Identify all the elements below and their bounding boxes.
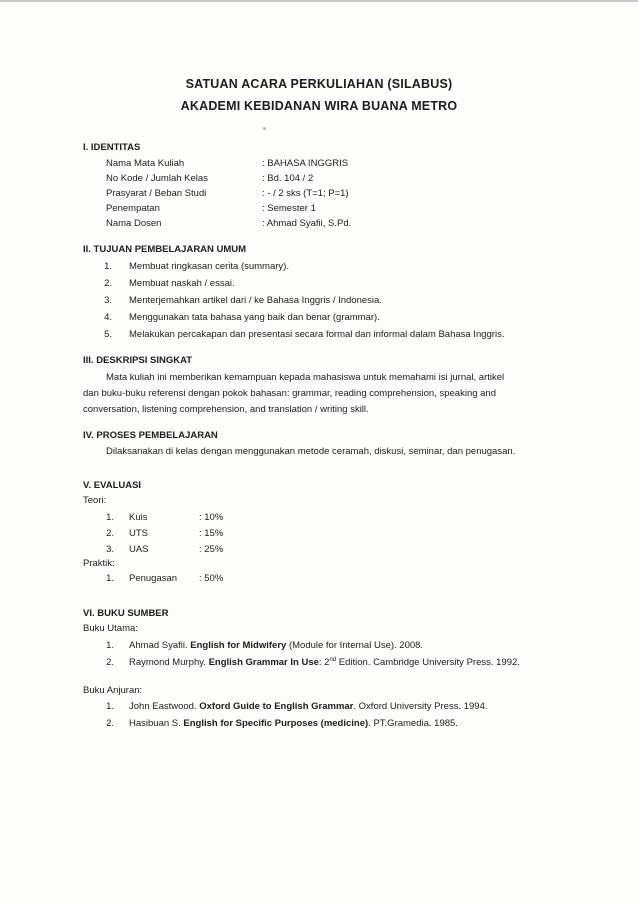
scan-top-edge <box>0 0 638 2</box>
reference-author: Hasibuan S. <box>129 718 184 729</box>
list-item: Membuat naskah / essai. <box>129 278 235 289</box>
list-number: 2. <box>104 278 112 289</box>
reference-title: English for Midwifery <box>190 640 287 651</box>
section-evaluasi-heading: V. EVALUASI <box>83 480 142 491</box>
reference-edition: : 2 <box>318 657 330 669</box>
reference-title: English for Specific Purposes (medicine) <box>183 718 369 729</box>
list-number: 3. <box>104 295 112 306</box>
list-number: 2. <box>106 657 114 668</box>
buku-anjuran-label: Buku Anjuran: <box>83 685 143 696</box>
reference-item <box>129 701 488 712</box>
reference-details: Edition. Cambridge University Press. 1992. <box>336 657 520 669</box>
identitas-label: Nama Dosen <box>106 218 162 229</box>
eval-item-label: Kuis <box>129 512 148 523</box>
eval-item-label: UAS <box>129 544 149 555</box>
document-title: SATUAN ACARA PERKULIAHAN (SILABUS) <box>185 77 453 91</box>
list-number: 1. <box>106 512 114 523</box>
list-item: Melakukan percakapan dan presentasi secara formal dan informal dalam Bahasa Inggris. <box>129 329 505 340</box>
identitas-label: Prasyarat / Beban Studi <box>106 188 207 199</box>
paragraph-line: dan buku-buku referensi dengan pokok bahasan: grammar, reading comprehension, speaking and <box>83 388 496 399</box>
list-number: 1. <box>106 640 114 651</box>
list-number: 2. <box>106 528 114 539</box>
section-tujuan-heading: II. TUJUAN PEMBELAJARAN UMUM <box>83 244 247 255</box>
reference-author: Ahmad Syafii. <box>129 640 191 651</box>
identitas-value: : BAHASA INGGRIS <box>262 158 349 169</box>
reference-details: (Module for Internal Use). 2008. <box>286 640 424 651</box>
list-number: 3. <box>106 544 114 555</box>
list-item: Menggunakan tata bahasa yang baik dan benar (grammar). <box>129 312 380 323</box>
identitas-value: : Bd. 104 / 2 <box>262 173 314 184</box>
reference-author: Raymond Murphy. <box>129 657 209 669</box>
identitas-label: Penempatan <box>106 203 160 214</box>
identitas-label: No Kode / Jumlah Kelas <box>106 173 208 184</box>
teori-label: Teori: <box>83 495 107 506</box>
list-number: 1. <box>106 701 114 712</box>
section-identitas-heading: I. IDENTITAS <box>83 142 141 153</box>
reference-details: . PT.Gramedia. 1985. <box>368 718 458 729</box>
section-proses-heading: IV. PROSES PEMBELAJARAN <box>83 430 218 441</box>
reference-title: English Grammar In Use <box>208 657 319 669</box>
eval-item-value: : 50% <box>199 573 224 584</box>
identitas-value: : Ahmad Syafii, S.Pd. <box>262 218 352 229</box>
reference-item <box>129 657 520 668</box>
eval-item-value: : 25% <box>199 544 224 555</box>
list-item: Menterjemahkan artikel dari / ke Bahasa Inggris / Indonesia. <box>129 295 382 306</box>
reference-author: John Eastwood. <box>129 701 200 712</box>
paragraph-line: Dilaksanakan di kelas dengan menggunakan metode ceramah, diskusi, seminar, dan penugasan. <box>106 446 516 457</box>
list-number: 2. <box>106 718 114 729</box>
list-item: Membuat ringkasan cerita (summary). <box>129 261 289 272</box>
reference-item <box>129 718 458 729</box>
reference-title: Oxford Guide to English Grammar <box>199 701 354 712</box>
section-buku-heading: VI. BUKU SUMBER <box>83 608 169 619</box>
identitas-value: : - / 2 sks (T=1; P=1) <box>262 188 349 199</box>
scan-speck <box>263 127 266 130</box>
list-number: 5. <box>104 329 112 340</box>
list-number: 1. <box>104 261 112 272</box>
praktik-label: Praktik: <box>83 558 115 569</box>
paragraph-line: conversation, listening comprehension, and translation / writing skill. <box>83 404 369 415</box>
reference-item <box>129 640 423 651</box>
buku-utama-label: Buku Utama: <box>83 623 138 634</box>
paragraph-line: Mata kuliah ini memberikan kemampuan kepada mahasiswa untuk memahami isi jurnal, artikel <box>106 372 505 383</box>
identitas-value: : Semester 1 <box>262 203 316 214</box>
section-deskripsi-heading: III. DESKRIPSI SINGKAT <box>83 355 193 366</box>
eval-item-value: : 10% <box>199 512 224 523</box>
list-number: 4. <box>104 312 112 323</box>
list-number: 1. <box>106 573 114 584</box>
eval-item-value: : 15% <box>199 528 224 539</box>
reference-superscript: nd <box>329 657 337 663</box>
institution-title: AKADEMI KEBIDANAN WIRA BUANA METRO <box>180 99 458 113</box>
eval-item-label: UTS <box>129 528 148 539</box>
identitas-label: Nama Mata Kuliah <box>106 158 185 169</box>
reference-details: . Oxford University Press. 1994. <box>353 701 488 712</box>
eval-item-label: Penugasan <box>129 573 178 584</box>
